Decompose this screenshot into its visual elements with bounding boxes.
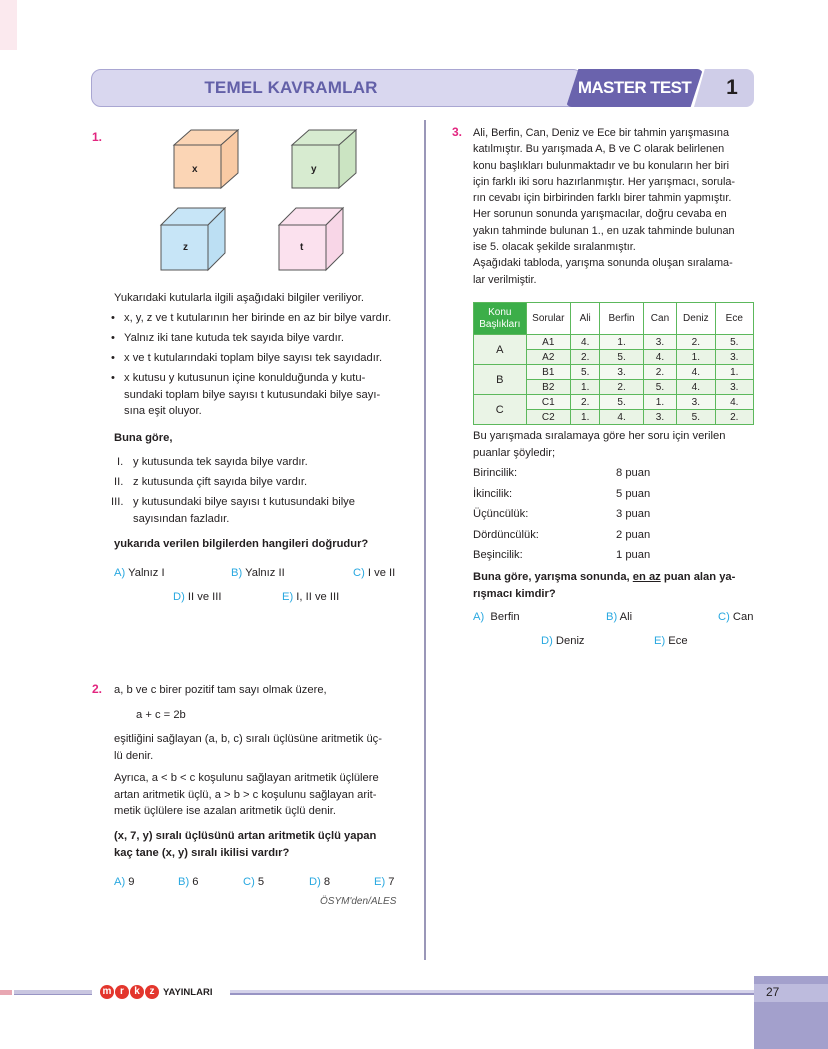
option-c[interactable]: C) 5: [243, 876, 265, 888]
rank-cell: 1.: [677, 350, 715, 365]
statement: III. y kutusundaki bilye sayısı t kutusundaki bilye: [111, 496, 356, 508]
rank-cell: 5.: [715, 335, 753, 350]
points-row: Birincilik: 8 puan: [473, 467, 651, 479]
rank-cell: 4.: [677, 365, 715, 380]
logo-letter-icon: k: [130, 985, 144, 999]
header-deniz: Deniz: [677, 303, 715, 335]
rank-cell: 5.: [643, 380, 676, 395]
test-label: MASTER TEST: [577, 78, 692, 97]
question-cell: A2: [526, 350, 570, 365]
rank-cell: 4.: [571, 335, 600, 350]
footer-rule-right: [230, 990, 754, 995]
rank-cell: 2.: [643, 365, 676, 380]
rank-cell: 3.: [643, 410, 676, 425]
option-d[interactable]: D) II ve III: [173, 591, 222, 603]
rank-cell: 2.: [571, 350, 600, 365]
topic-cell: A: [474, 335, 527, 365]
table-row: [474, 335, 754, 350]
rank-cell: 2.: [715, 410, 753, 425]
points-row: Beşincilik: 1 puan: [473, 549, 651, 561]
question-cell: C1: [526, 395, 570, 410]
rank-cell: 2.: [571, 395, 600, 410]
header-topic: Konu Başlıkları: [474, 303, 527, 335]
rank-cell: 3.: [715, 380, 753, 395]
question-number: 2.: [92, 682, 103, 696]
logo-letter-icon: m: [100, 985, 114, 999]
table-row: [474, 365, 754, 380]
header-questions: Sorular: [526, 303, 570, 335]
header-ece: Ece: [715, 303, 753, 335]
box-label: t: [300, 242, 304, 253]
definition-text: eşitliğini sağlayan (a, b, c) sıralı üçlüsüne aritmetik üç- lü denir.: [114, 733, 382, 762]
points-list: [473, 465, 673, 568]
info-item: • x kutusu y kutusunun içine konulduğunda y kutu- sundaki toplam bilye sayısı t kutusundaki bilye sayı- sına eşit oluyor.: [111, 372, 381, 418]
rank-cell: 1.: [600, 335, 643, 350]
rank-cell: 3.: [643, 335, 676, 350]
option-c[interactable]: C) Can: [718, 611, 754, 623]
question-prompt: (x, 7, y) sıralı üçlüsünü artan aritmetik üçlü yapan kaç tane (x, y) sıralı ikilisi vardır?: [114, 830, 377, 859]
rank-cell: 1.: [643, 395, 676, 410]
rank-cell: 4.: [677, 380, 715, 395]
publisher-logo: [100, 984, 212, 1000]
box-label: y: [311, 164, 317, 175]
box-t-icon: [277, 206, 345, 272]
rank-cell: 2.: [677, 335, 715, 350]
rank-cell: 3.: [677, 395, 715, 410]
info-item: • x ve t kutularındaki toplam bilye sayısı tek sayıdadır.: [111, 352, 383, 364]
question-number: 3.: [452, 125, 463, 139]
topic-cell: B: [474, 365, 527, 395]
question-text: a, b ve c birer pozitif tam sayı olmak üzere,: [114, 684, 327, 696]
info-item: • Yalnız iki tane kutuda tek sayıda bilye vardır.: [111, 332, 344, 344]
corner-decoration: [0, 0, 17, 50]
source-note: ÖSYM'den/ALES: [320, 896, 397, 907]
footer-accent: [0, 990, 12, 995]
rank-cell: 5.: [677, 410, 715, 425]
option-b[interactable]: B) 6: [178, 876, 199, 888]
question-cell: B2: [526, 380, 570, 395]
rank-cell: 4.: [600, 410, 643, 425]
info-list: [111, 310, 411, 420]
logo-letter-icon: r: [115, 985, 129, 999]
logo-letter-icon: z: [145, 985, 159, 999]
rank-cell: 3.: [600, 365, 643, 380]
rank-cell: 5.: [571, 365, 600, 380]
equation: a + c = 2b: [136, 709, 186, 721]
box-z-icon: [159, 206, 227, 272]
option-b[interactable]: B) Yalnız II: [231, 567, 285, 579]
points-row: Dördüncülük: 2 puan: [473, 528, 651, 541]
box-x-icon: [172, 128, 240, 190]
option-a[interactable]: A) Berfin: [473, 611, 520, 623]
box-label: z: [183, 242, 188, 253]
column-divider: [424, 120, 426, 960]
rank-cell: 3.: [715, 350, 753, 365]
table-row: [474, 395, 754, 410]
rank-cell: 1.: [715, 365, 753, 380]
statement-continuation: sayısından fazladır.: [133, 512, 230, 525]
option-e[interactable]: E) 7: [374, 876, 395, 888]
option-d[interactable]: D) Deniz: [541, 635, 585, 647]
table-header-row: [474, 303, 754, 335]
question-prompt: Buna göre, yarışma sonunda, en az puan alan ya- rışmacı kimdir?: [473, 571, 736, 600]
option-d[interactable]: D) 8: [309, 876, 331, 888]
option-c[interactable]: C) I ve II: [353, 567, 396, 579]
question-cell: C2: [526, 410, 570, 425]
rank-cell: 4.: [715, 395, 753, 410]
statement: II. z kutusunda çift sayıda bilye vardır.: [114, 476, 308, 488]
question-cell: A1: [526, 335, 570, 350]
points-intro: Bu yarışmada sıralamaya göre her soru için verilen puanlar şöyledir;: [473, 430, 726, 459]
rank-cell: 4.: [643, 350, 676, 365]
lead-text: Buna göre,: [114, 432, 173, 444]
question-intro: Yukarıdaki kutularla ilgili aşağıdaki bilgiler veriliyor.: [114, 292, 364, 304]
header-can: Can: [643, 303, 676, 335]
test-number: 1: [726, 76, 738, 99]
header-ali: Ali: [571, 303, 600, 335]
rank-cell: 2.: [600, 380, 643, 395]
rank-cell: 5.: [600, 395, 643, 410]
box-label: x: [192, 164, 198, 175]
rank-cell: 1.: [571, 380, 600, 395]
question-prompt: yukarıda verilen bilgilerden hangileri doğrudur?: [114, 538, 369, 550]
question-number: 1.: [92, 130, 103, 144]
option-a[interactable]: A) 9: [114, 876, 135, 888]
topic-cell: C: [474, 395, 527, 425]
statement: I. y kutusunda tek sayıda bilye vardır.: [117, 456, 308, 468]
box-y-icon: [290, 128, 358, 190]
statement-list: [111, 454, 411, 527]
publisher-name: YAYINLARI: [163, 986, 213, 998]
rank-cell: 5.: [600, 350, 643, 365]
option-b[interactable]: B) Ali: [606, 611, 633, 623]
info-item: • x, y, z ve t kutularının her birinde en az bir bilye vardır.: [111, 312, 392, 324]
points-row: Üçüncülük: 3 puan: [473, 508, 651, 520]
page-number: 27: [766, 985, 780, 999]
points-row: İkincilik: 5 puan: [473, 487, 651, 500]
header-berfin: Berfin: [600, 303, 643, 335]
footer-rule-left: [14, 990, 92, 995]
option-e[interactable]: E) Ece: [654, 635, 688, 647]
option-a[interactable]: A) Yalnız I: [114, 567, 165, 579]
section-title: TEMEL KAVRAMLAR: [204, 78, 378, 97]
option-e[interactable]: E) I, II ve III: [282, 591, 340, 603]
ranking-table: [473, 302, 754, 425]
rank-cell: 1.: [571, 410, 600, 425]
question-text: Ali, Berfin, Can, Deniz ve Ece bir tahmin yarışmasına katılmıştır. Bu yarışmada A, B ve C olarak belirlenen konu başlıkları bulunmaktadır ve bu konuların her biri için farklı iki soru hazırlanmıştır. Her yarışmacı, sorula- rın cevabı için birbirinden farklı birer tahmin yapmıştır. Her sorunun sonunda yarışmacılar, doğru cevaba en yakın tahminde bulunan 1., en uzak tahminde bulunan ise 5. olacak şekilde sıralanmıştır. Aşağıdaki tabloda, yarışma sonunda oluşan sıralama- lar verilmiştir.: [473, 127, 736, 286]
definition-text-2: Ayrıca, a < b < c koşulunu sağlayan aritmetik üçlülere artan aritmetik üçlü, a > b > c koşulunu sağlayan arit- metik üçlülere ise azalan aritmetik üçlü denir.: [114, 772, 379, 818]
question-cell: B1: [526, 365, 570, 380]
